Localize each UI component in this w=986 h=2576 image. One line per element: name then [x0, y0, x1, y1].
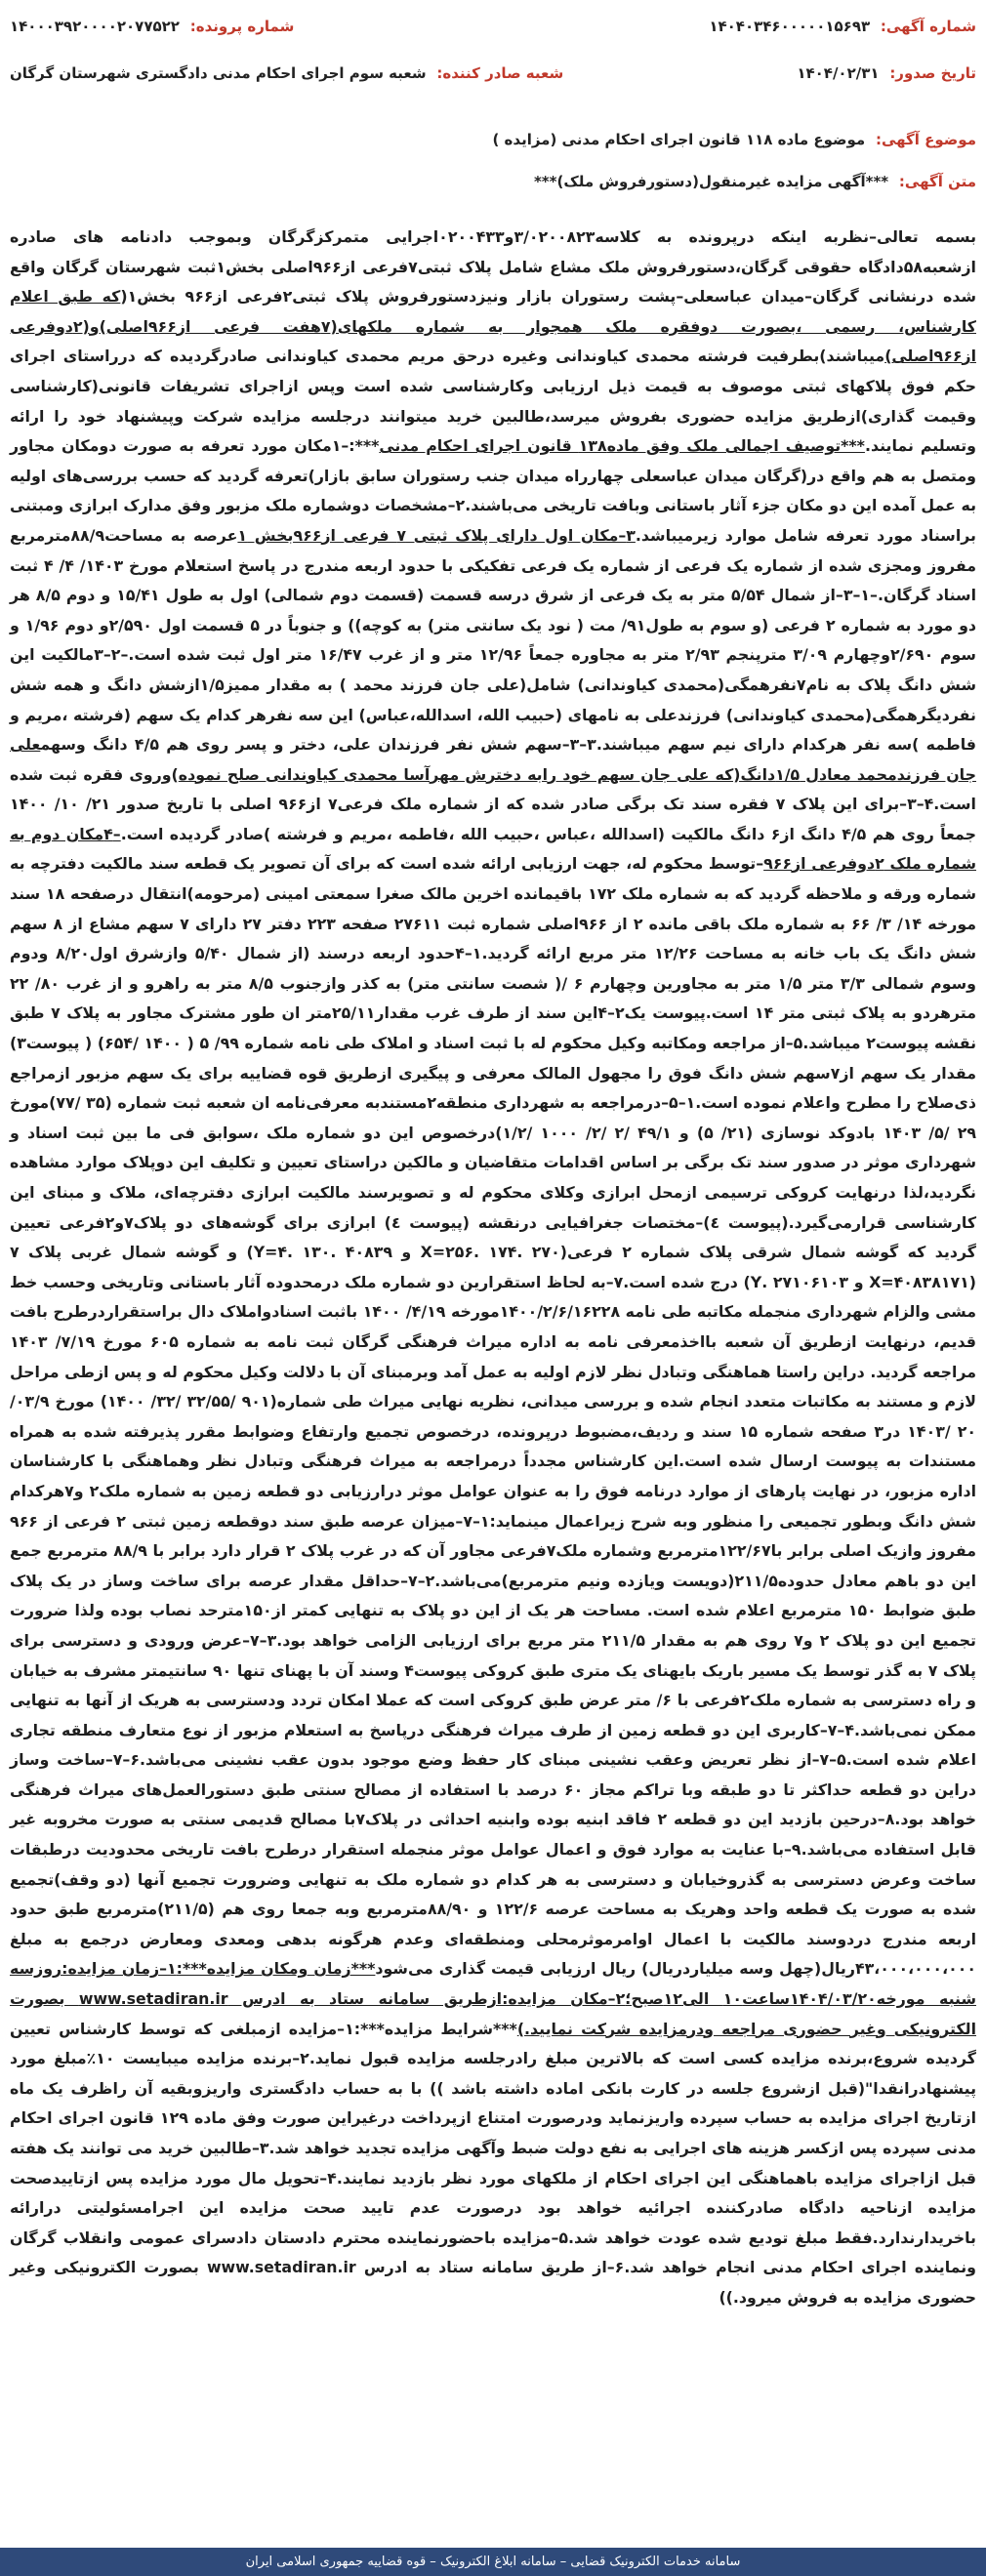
ad-text-title: ***آگهی مزایده غیرمنقول(دستورفروش ملک)*** — [533, 173, 889, 190]
subject-label: موضوع آگهی: — [875, 131, 976, 148]
body-part-1: بسمه تعالی–نظربه اینکه درپرونده به کلاسه۳/۰۲۰۰۸۲۳و۰۲۰۰۴۳۳اجرایی متمرکزگرگان وبموجب دادنامه های صادره ازشعبه۵۸دادگاه حقوقی گرگان،دستورفروش ملک مشاع شامل پلاک ثبتی۷فرعی از۹۶۶اصلی بخش۱ثبت شهرستان گرگان واقع شده درنشانی گرگان–میدان عباسعلی–پشت رستوران بازار ونیزدستورفروش پلاک ثبتی۲فرعی از۹۶۶ بخش۱( — [10, 227, 977, 307]
issuing-branch-label: شعبه صادر کننده: — [436, 64, 564, 82]
footer-banner — [0, 2548, 986, 2576]
subject-value: موضوع ماده ۱۱۸ قانون اجرای احکام مدنی (مزایده ) — [492, 131, 866, 148]
ad-number-field — [709, 18, 976, 35]
issue-date-label: تاریخ صدور: — [889, 64, 976, 82]
body-underline-5: –۴مکان دوم به شماره ملک ۲دوفرعی از۹۶۶ — [10, 824, 976, 874]
body-underline-6: ***زمان ومکان مزایده***:۱–زمان مزایده:روزسه شنبه مورخه۱۴۰۴/۰۳/۲۰ساعت۱۰ الی۱۲صبح؛۲–مکان مزایده:ازطریق سامانه ستاد به ادرس www.setadiran.ir بصورت الکترونیکی وغیر حضوری مراجعه ودرمزایده شرکت نمایید.) — [10, 1959, 976, 2038]
body-part-6: –توسط محکوم له، جهت ارزیابی ارائه شده است که برای آن تصویر یک قطعه سند مالکیت دفترچه به شماره ورقه و ملاحظه گردید که به شماره ملک ۱۷۲ باقیمانده اخرین مالک صغرا سمعتی امینی (مرحومه)انتقال درصفحه ۱۸ سند مورخه ۱۴/ ۳/ ۶۶ به شماره ملک باقی مانده ۲ از ۹۶۶اصلی شماره ثبت ۲۷۶۱۱ صفحه ۲۲۳ دفتر ۲۷ دارای ۷ سهم مشاع از ۸ سهم شش دانگ یک باب خانه به مساحت ۱۲/۲۶ متر مربع ارائه گردید.۱–۴حدود اربعه درسند (از شمال ۵/۴۰ وازشرق اول۸/۲۰ ودوم وسوم شمالی ۳/۳ متر ۱/۵ متر به مجاورین وچهارم ۶ /( شصت سانتی متر) به کذر وازجنوب ۸/۵ متر به راهرو و از غرب ۸۰/ ۲۲ مترهردو به پلاک ثبتی متر ۱۴ است.پیوست یک۲–۴این سند از طرف غرب مقدار۲۵/۱۱متر ان طور مشترک مجاور به پلاک ۷ طبق نقشه پیوست۲ میباشد.۵–از مراجعه ومکاتبه وکیل محکوم له با ثبت اسناد و املاک طی نامه شماره ۹۹/ ۵ ( ۱۴۰۰ /۶۵۴) ( پیوست۳) مقدار یک سهم از۷سهم شش دانگ فوق را مجهول المالک معرفی و پیگیری ازطریق قوه قضاییه برای یک سهم مزبور ازمراجع ذی‌صلاح را مطرح واعلام نموده است.۱–۵–درمراجعه به شهرداری منطقه۲مستندبه معرفی‌نامه ان شعبه ثبت شماره (۳۵ /۷۷)مورخ ۲۹ /۵/ ۱۴۰۳ بادوکد نوسازی (۲۱/ ۵) و ۴۹/۱ /۲ /۲/ ۱۰۰۰ /۱/۲)درخصوص این دو شماره ملک ،سوابق فی ما بین ثبت اسناد و شهرداری موثر در صدور سند تک برگی بر اساس اقدامات متقاضیان و مالکین دراستای تعیین و تکلیف این دوپلاک موارد مشاهده نگردید،لذا درنهایت کروکی ترسیمی ازمحل ابرازی وکلای محکوم له و تصویرسند مالکیت ابرازی دفترچه‌ای، ملاک و مبنای این کارشناسی قرارمی‌گیرد.(پیوست ٤)–مختصات جغرافیایی درنقشه (پیوست ٤) ابرازی برای گوشه‌های دو پلاک۷و۲فرعی تعیین گردید که گوشه شمال شرقی پلاک شماره ۲ فرعی(۲۷۰ .۱۷۴ .۲۵۶=X و ۴۰۸۳۹ .۱۳۰ .Y=۴) و گوشه شمال غربی پلاک ۷ (۴۰۸۳۸۱۷۱=X و ۲۷۱۰۶۱۰۳ .Y) درج شده است.۷–به لحاظ استقرارین دو شماره ملک درمحدوده آثار باستانی وتاریخی وحسب خط مشی والزام شهرداری منجمله مکاتبه طی نامه ۱۴۰۰/۲/۶/۱۶۲۲۸مورخه ۴/۱۹/ ۱۴۰۰ باثبت اسنادواملاک دال براستقراردرطرح بافت قدیم، درنهایت ازطریق آن شعبه بااخذمعرفی نامه به اداره میراث فرهنگی گرگان ثبت نامه به شماره ۶۰۵ مورخ ۷/۱۹/ ۱۴۰۳ مراجعه گردید. دراین راستا هماهنگی وتبادل نظر لازم اولیه به عمل آمد وبرمبنای آن با دلالت وکیل محکوم له و پس ازطی مراحل لازم و مستند به مکاتبات متعدد انجام شده و بررسی میدانی، نظریه نهایی میراث طی شماره(۹۰۱ /۳۲/۵۵ /۳۲/ ۱۴۰۰) مورخ ۰۳/۹/ ۲۰ /۱۴۰۳ در۳ صفحه شماره ۱۵ سند و ردیف،مضبوط درپرونده، درخصوص تجمیع وارتفاع وضوابط مقرر پذیرفته شده به همراه مستندات به پیوست ارسال شده است.این کارشناس مجدداً درمراجعه به میراث فرهنگی وتبادل نظر وهماهنگی با کارشناسان اداره مزبور، در نهایت پارهای از موارد درنامه فوق را به عنوان عوامل موثر درارزیابی دو قطعه زمین به شماره ملک۲ و۷هرکدام شش دانگ وبطور تجمیعی را منظور وبه شرح زیراعمال مینماید:۱–۷–میزان عرصه طبق سند دوقطعه زمین ثبتی ۲ فرعی از ۹۶۶ مفروز وازیک اصلی برابر با۱۲۲/۶۷مترمربع وشماره ملک۷فرعی مجاور آن که در غرب پلاک ۲ قرار دارد برابر با ۸۸/۹ مترمربع جمع این دو باهم معادل حدوده۲۱۱/۵(دویست ویازده ونیم مترمربع)می‌باشد.۲–۷–حداقل مقدار عرصه برای ساخت وساز در یک پلاک طبق ضوابط ۱۵۰ مترمربع اعلام شده است. مساحت هر یک از این دو پلاک به تنهایی کمتر از۱۵۰مترحد نصاب بوده ولذا ضرورت تجمیع این دو پلاک ۲ و۷ روی هم به مقدار ۲۱۱/۵ متر مربع برای ارزیابی الزامی خواهد بود.۳–۷–عرض ورودی و دسترسی برای پلاک ۷ به گذر توسط یک مسیر باریک بایهنای یک متری طبق کروکی پیوست۴ وسند آن با پهنای تنها ۹۰ سانتیمتر مشرف به خیابان و راه دسترسی به شماره ملک۲فرعی با ۶/ متر عرض طبق کروکی است که عملا امکان تردد ودسترسی به هریک از آنها به تنهایی ممکن نمی‌باشد.۴–۷–کاربری این دو قطعه زمین از طرف میراث فرهنگی درپاسخ به استعلام مزبور از نوع متعارف منطقه تجاری اعلام شده است.۵–۷–از نظر تعریض وعقب نشینی مبنای کار حفظ وضع موجود بدون عقب نشینی می‌باشد.۶–۷–ساخت وساز دراین دو قطعه حداکثر تا دو طبقه وبا تراکم مجاز ۶۰ درصد با استفاده از مصالح سنتی طبق دستورالعمل‌های میراث فرهنگی خواهد بود.۸–درحین بازدید این دو قطعه ۲ فاقد ابنیه بوده وابنیه احداثی در پلاک۷با مصالح قدیمی سنتی به صورت مخروبه غیر قابل استفاده می‌باشد.۹–با عنایت به موارد فوق و اعمال عوامل موثر منجمله استقرار درطرح بافت تاریخی محدودیت درطبقات ساخت وعرض دسترسی به گذروخیابان و دسترسی به هر کدام دو شماره ملک به تنهایی وضرورت تجمیع آنها (دو وقف)تجمیع شده به صورت یک قطعه واحد وهریک به مساحت عرصه ۱۲۲/۶ و ۸۸/۹۰مترمربع وبه جمعا روی هم (۲۱۱/۵)مترمربع طبق حدود اربعه مندرج دردوسند مالکیت با اعمال اوامرموثرمحلی ومنطقه‌ای وعدم هرگونه بدهی ومعدی ومعارض درجمع به مبلغ ۴۳،۰۰۰،۰۰۰،۰۰۰ریال(چهل وسه میلیاردریال) ریال ارزیابی قیمت گذاری می‌شود — [10, 854, 977, 1979]
body-part-7: ***شرایط مزایده***:۱–مزایده ازمبلغی که توسط کارشناس تعیین گردیده شروع،برنده مزایده کسی است که بالاترین مبلغ رادرجلسه مزایده قبول نماید.۲–برنده مزایده میبایست ۱۰٪مبلغ مورد پیشنهادرانقدا"(قبل ازشروع جلسه در کارت بانکی اماده داشته باشد )) با به حساب دادگستری واریزوبقیه آن راظرف یک ماه ازتاریخ اجرای مزایده به حساب سپرده واریزنماید ودرصورت امتناع ازپرداخت درغیراین صورت وفق ماده ۱۲۹ قانون اجرای احکام مدنی سپرده پس ازکسر هزینه های اجرایی به نفع دولت ضبط وآگهی مزایده تجدید خواهد شد.۳–طالبین خرید می توانند یک هفته قبل ازاجرای مزایده باهماهنگی این اجرای احکام از ملکهای مورد نظر بازدید نمایند.۴–تحویل مال مورد مزایده پس ازتاییدصحت مزایده ازناحیه دادگاه صادرکننده اجرائیه خواهد بود درصورت عدم تایید صحت مزایده این اجرامسئولیتی درارائه باخریدارندارد.فقط مبلغ تودیع شده عودت خواهد شد.۵–مزایده باحضورنماینده محترم دادستان دادسرای عمومی وانقلاب گرگان ونماینده اجرای احکام مدنی انجام خواهد شد.۶–از طریق سامانه ستاد به ادرس www.setadiran.ir بصورت الکترونیکی وغیر حضوری مزایده به فروش میرود.)) — [10, 2019, 976, 2307]
body-part-5: )وروی فقره ثبت شده است.۴–۳–برای این پلاک ۷ فقره سند تک برگی صادر شده که از شماره ملک فرعی۷ از۹۶۶ اصلی با تاریخ صدور ۲۱/ ۱۰/ ۱۴۰۰ جمعاً روی هم ۴/۵ دانگ از۶ دانگ مالکیت (اسدالله ،عباس ،حبیب الله ،فاطمه ،مریم و فرشته )صادر گردیده است. — [10, 764, 976, 843]
case-number-field — [10, 18, 294, 35]
issuing-branch-value: شعبه سوم اجرای احکام مدنی دادگستری شهرستان گرگان — [10, 64, 427, 82]
issuing-branch-field — [10, 64, 563, 82]
issue-date-field — [797, 64, 976, 82]
issue-date-value: ۱۴۰۴/۰۲/۳۱ — [797, 64, 880, 82]
case-number-label: شماره پرونده: — [189, 18, 295, 35]
ad-number-label: شماره آگهی: — [880, 18, 976, 35]
ad-number-value: ۱۴۰۴۰۳۴۶۰۰۰۰۰۱۵۶۹۳ — [709, 18, 871, 35]
body-part-3: ***:–۱مکان مورد تعرفه به صورت دومکان مجاور ومتصل به هم واقع در(گرگان میدان عباسعلی چهارراه میدان جنب رستوران سابق بازار)تعرفه گردید که حسب بررسی‌های اولیه به عمل آمده این دو مکان جزء آثار باستانی وبافت تاریخی می‌باشند.۲–مشخصات دوشماره ملک مزبور وفق مدارک ابرازی ومبتنی براسناد مورد تعرفه شامل موارد زیرمیباشد. — [10, 436, 976, 545]
body-underline-2: ***توصیف اجمالی ملک وفق ماده۱۳۸ قانون اجرای احکام مدنی — [379, 436, 865, 456]
footer-text: سامانه خدمات الکترونیک قضایی – سامانه ابلاغ الکترونیک – قوه قضاییه جمهوری اسلامی ایران — [245, 2555, 741, 2569]
ad-text-heading — [534, 173, 976, 190]
body-underline-1: که طبق اعلام کارشناس، رسمی ،بصورت دوفقره ملک همجوار به شماره ملکهای(۷هفت فرعی از۹۶۶اصلی)و(۲دوفرعی از۹۶۶اصلی) — [10, 287, 976, 366]
body-part-2: میباشند)بطرفیت فرشته محمدی کیاوندانی وغیره درحق مریم محمدی کیاوندانی صادرگردیده که درراستای اجرای حکم فوق پلاکهای ثبتی موصوف به قیمت ذیل ارزیابی وکارشناسی شده است وپس ازاجرای تشریفات قانونی(کارشناسی وقیمت گذاری)ازطریق مزایده حضوری بفروش میرسد،طالبین خرید میتوانند درجلسه مزایده شرکت وپیشنهاد خود را ارائه وتسلیم نمایند. — [10, 347, 977, 456]
ad-text-label: متن آگهی: — [898, 173, 976, 190]
ad-subject — [492, 131, 976, 148]
ad-body — [10, 223, 976, 2313]
body-underline-3: ۳–مکان اول دارای پلاک ثبتی ۷ فرعی از۹۶۶بخش ۱ — [237, 525, 636, 545]
case-number-value: ۱۴۰۰۰۳۹۲۰۰۰۰۲۰۷۷۵۲۲ — [10, 18, 180, 35]
body-underline-4: علی جان فرزندمحمد معادل ۱/۵دانگ(که علی جان سهم خود رابه دخترش مهرآسا محمدی کیاوندانی صلح نموده — [10, 735, 976, 784]
body-part-4: عرصه به مساحت۸۸/۹مترمربع مفروز ومجزی شده از شماره یک فرعی از شماره یک فرعی تفکیکی با حدود اربعه مندرج در پاسخ استعلام مورخ ۱۴۰۳/ ۴/ ۴ ثبت اسناد گرگان.–۱–۳–از شمال ۵/۵۴ متر به یک فرعی از شرق درسه قسمت (قسمت دوم شمالی) اول به طول ۱۵/۴۱ و دوم ۸/۵ هر دو مورد به شماره ۲ فرعی (و سوم به طول۹۱/ مت ( نود یک سانتی متر) به کوچه)) و جنوباً در ۵ قسمت اول ۲/۵۹۰و دوم ۱/۹۶ و سوم ۲/۶۹۰وچهارم ۳/۰۹ مترپنجم ۲/۹۳ متر به مجاوره جمعاً ۱۲/۹۶ متر و از غرب ۱۶/۴۷ متر اول ثبت شده است.–۲–۳مالکیت این شش دانگ پلاک به نام۷نفرهمگی(محمدی کیاوندانی) شامل(علی جان فرزند محمد ) به مقدار ممیز۱/۵ازشش دانگ و همه شش نفردیگرهمگی(محمدی کیاوندانی) فرزندعلی به نامهای (حبیب الله، اسدالله،عباس) این سه نفرهر کدام یک سهم (فرشته ،مریم و فاطمه )سه نفر هرکدام دارای نیم سهم میباشند.۳–۳–سهم شش نفر فرزندان علی، دختر و پسر روی هم ۴/۵ دانگ وسهم — [10, 525, 977, 755]
